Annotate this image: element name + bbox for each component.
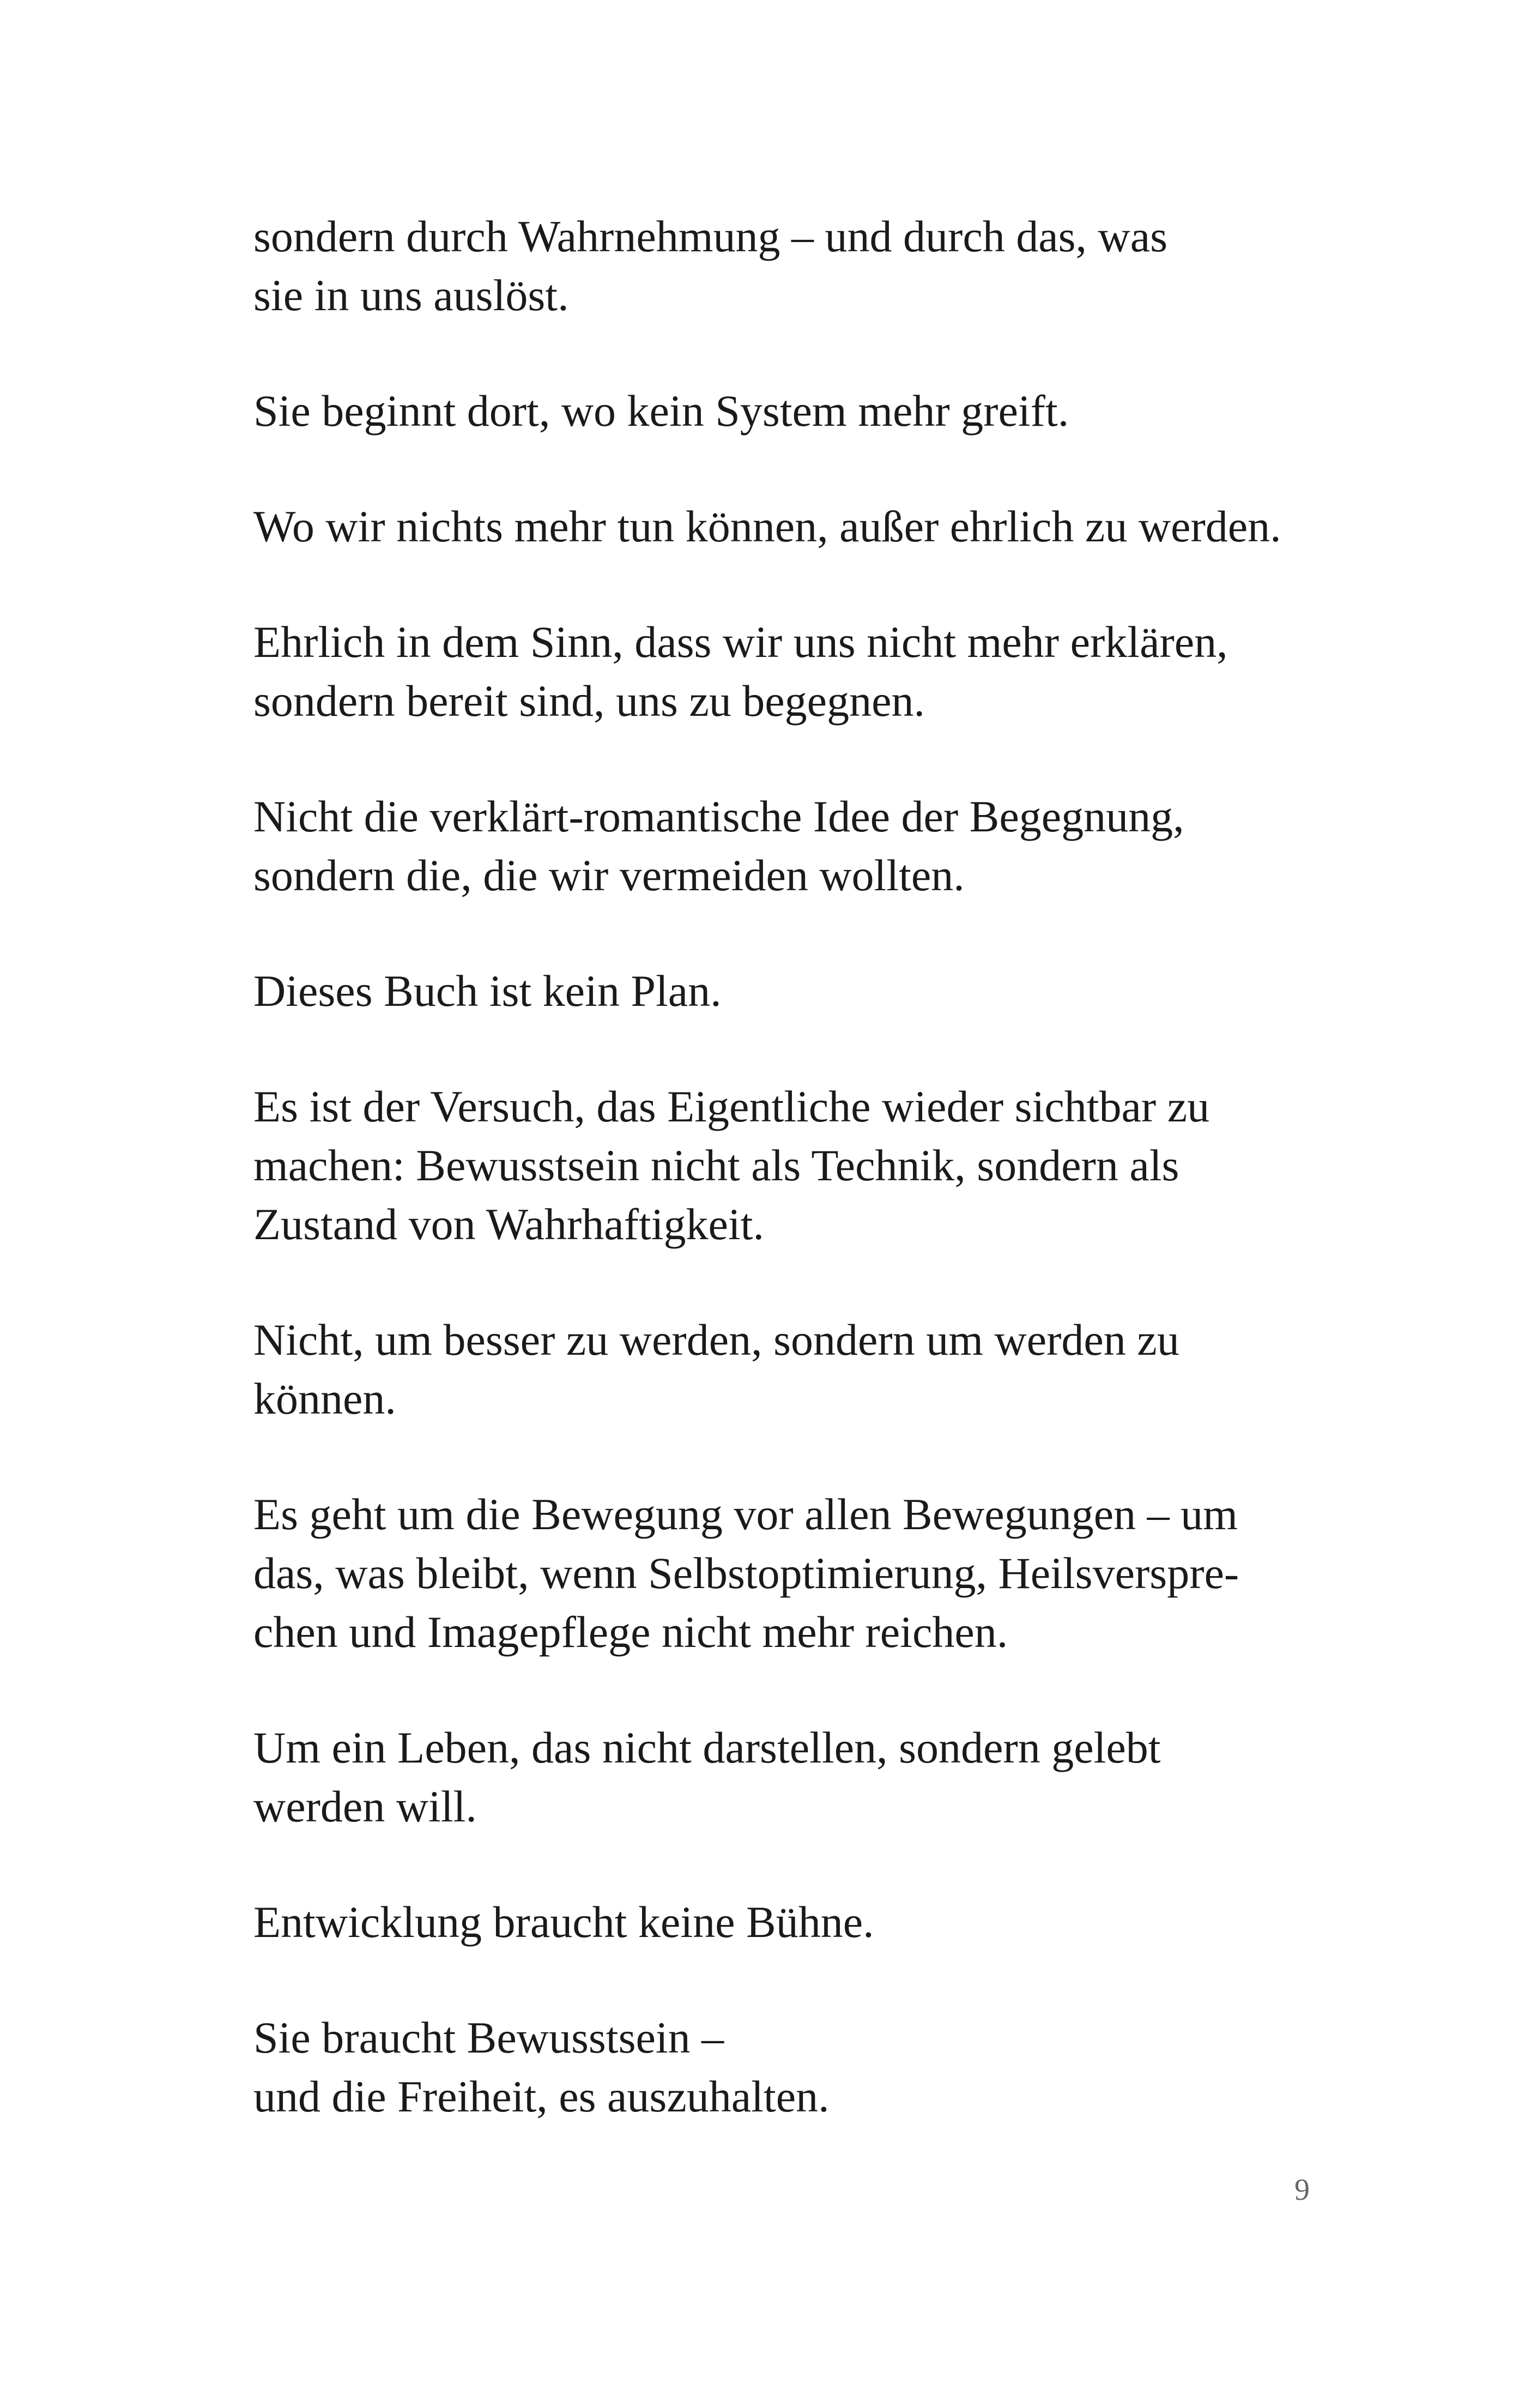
text-line: Sie braucht Bewusstsein – (253, 2013, 724, 2062)
text-line: Nicht, um besser zu werden, sondern um werden zu (253, 1315, 1179, 1365)
paragraph (253, 1718, 1344, 1836)
text-line: Um ein Leben, das nicht darstellen, sondern gelebt (253, 1723, 1161, 1772)
paragraph (253, 613, 1344, 731)
text-line: Es geht um die Bewegung vor allen Bewegungen – um (253, 1489, 1238, 1539)
paragraph (253, 1485, 1344, 1662)
paragraph (253, 2008, 1344, 2126)
paragraph (253, 1893, 1344, 1952)
text-line: Es ist der Versuch, das Eigentliche wieder sichtbar zu (253, 1082, 1210, 1131)
text-line: chen und Imagepflege nicht mehr reichen. (253, 1607, 1008, 1657)
body-text (253, 207, 1344, 2183)
text-line: Nicht die verklärt-romantische Idee der Begegnung, (253, 792, 1184, 841)
text-line: sie in uns auslöst. (253, 270, 569, 320)
text-line: Ehrlich in dem Sinn, dass wir uns nicht mehr erklären, (253, 617, 1228, 667)
text-line: Sie beginnt dort, wo kein System mehr greift. (253, 386, 1069, 436)
text-line: und die Freiheit, es auszuhalten. (253, 2072, 830, 2121)
paragraph (253, 207, 1344, 325)
text-line: sondern bereit sind, uns zu begegnen. (253, 676, 925, 726)
text-line: können. (253, 1374, 396, 1423)
paragraph (253, 497, 1344, 556)
paragraph (253, 1077, 1344, 1254)
text-line: Entwicklung braucht keine Bühne. (253, 1897, 874, 1947)
text-line: das, was bleibt, wenn Selbstoptimierung, Heilsverspre- (253, 1548, 1239, 1598)
text-line: Dieses Buch ist kein Plan. (253, 966, 722, 1016)
paragraph (253, 962, 1344, 1021)
page-number: 9 (1294, 2173, 1310, 2207)
text-line: machen: Bewusstsein nicht als Technik, sondern als (253, 1140, 1179, 1190)
text-line: werden will. (253, 1782, 477, 1831)
paragraph (253, 1311, 1344, 1428)
text-line: Wo wir nichts mehr tun können, außer ehrlich zu werden. (253, 502, 1281, 551)
paragraph (253, 787, 1344, 905)
text-line: sondern die, die wir vermeiden wollten. (253, 850, 965, 900)
text-line: Zustand von Wahrhaftigkeit. (253, 1199, 764, 1249)
text-line: sondern durch Wahrnehmung – und durch das, was (253, 212, 1168, 261)
paragraph (253, 382, 1344, 440)
